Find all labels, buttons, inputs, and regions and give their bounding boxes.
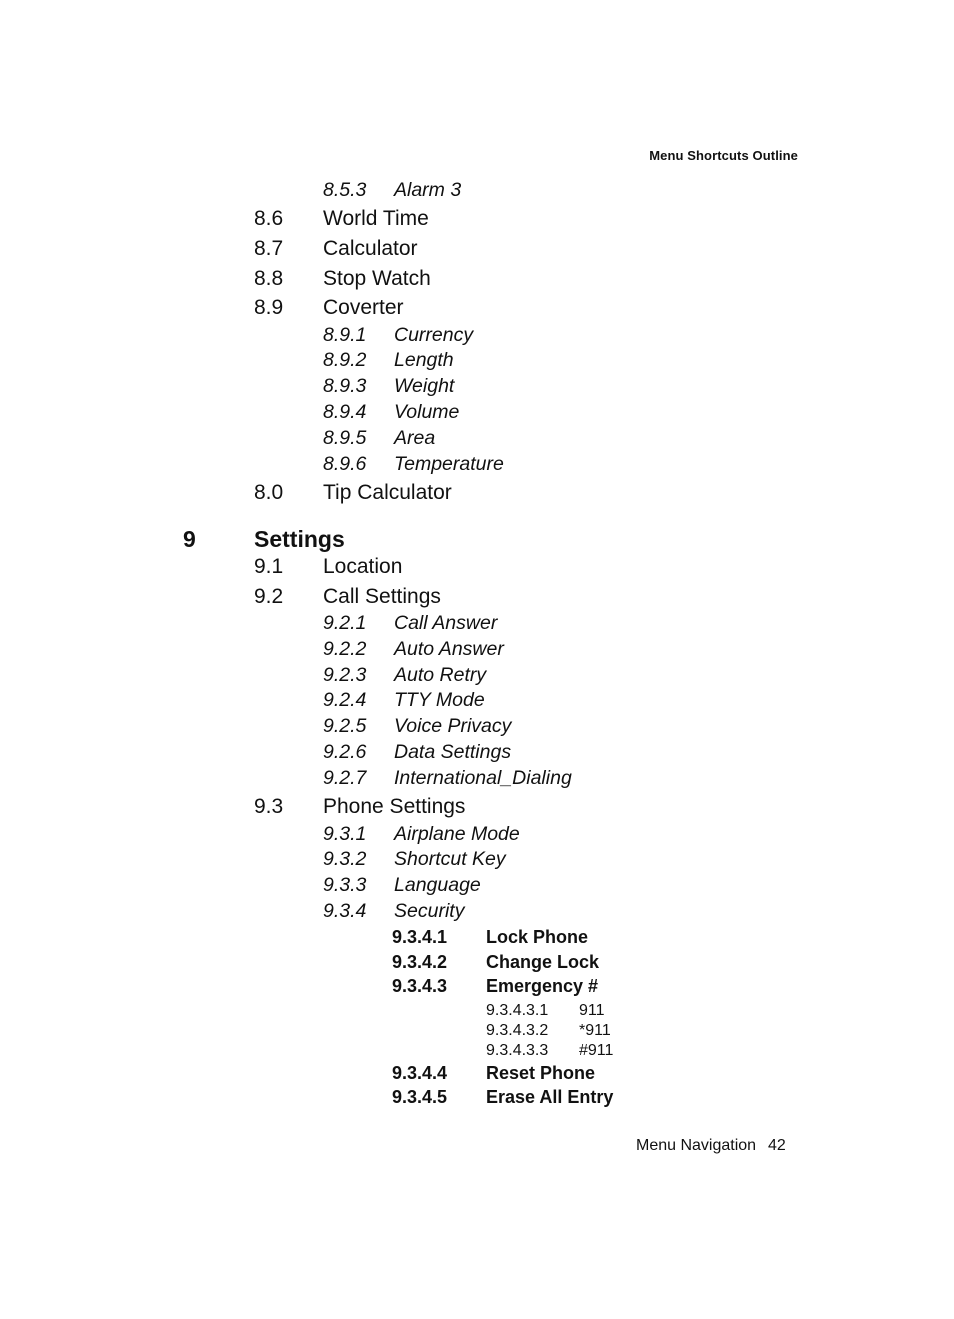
item-number: 8.8: [254, 267, 284, 290]
item-number: 8.5.3: [323, 179, 367, 201]
item-label: Lock Phone: [486, 927, 589, 947]
item-number: 9.3: [254, 795, 284, 818]
item-label: Settings: [254, 526, 345, 552]
item-label: Voice Privacy: [394, 715, 512, 737]
item-number: 9.3.1: [323, 823, 367, 845]
item-label: Change Lock: [486, 952, 600, 972]
item-number: 9.3.4.3.2: [486, 1022, 549, 1039]
item-label: Language: [394, 874, 481, 896]
item-label: Call Settings: [323, 585, 441, 608]
item-number: 8.9.5: [323, 427, 367, 449]
item-number: 8.9.6: [323, 453, 367, 475]
item-number: 8.7: [254, 237, 284, 260]
item-label: Stop Watch: [323, 267, 431, 290]
item-label: Data Settings: [394, 741, 512, 763]
item-number: 9.3.4.2: [392, 952, 448, 972]
item-number: 9.2.5: [323, 715, 367, 737]
item-label: Shortcut Key: [394, 848, 506, 870]
item-label: *911: [579, 1022, 611, 1039]
item-label: Tip Calculator: [323, 481, 452, 504]
item-number: 9.2.7: [323, 767, 367, 789]
item-label: TTY Mode: [394, 689, 485, 711]
item-number: 8.0: [254, 481, 284, 504]
item-number: 9.2.1: [323, 612, 367, 634]
item-label: Currency: [394, 324, 474, 346]
item-label: Call Answer: [394, 612, 498, 634]
item-label: #911: [579, 1042, 614, 1059]
item-label: Auto Answer: [394, 638, 504, 660]
item-number: 9.2: [254, 585, 284, 608]
item-number: 9.3.4.4: [392, 1063, 448, 1083]
item-label: Length: [394, 349, 454, 371]
item-number: 9.2.3: [323, 664, 367, 686]
item-number: 8.9: [254, 296, 284, 319]
item-label: Auto Retry: [394, 664, 487, 686]
item-number: 9.2.4: [323, 689, 367, 711]
item-number: 9.3.4.1: [392, 927, 448, 947]
item-label: Coverter: [323, 296, 404, 319]
item-number: 8.6: [254, 207, 284, 230]
item-number: 8.9.2: [323, 349, 367, 371]
item-label: World Time: [323, 207, 429, 230]
item-label: Reset Phone: [486, 1063, 596, 1083]
item-number: 9.3.4.3.3: [486, 1042, 549, 1059]
item-number: 8.9.4: [323, 401, 367, 423]
item-label: Phone Settings: [323, 795, 466, 818]
item-number: 9.3.4: [323, 900, 367, 922]
item-label: International_Dialing: [394, 767, 572, 789]
item-number: 8.9.1: [323, 324, 367, 346]
item-label: Temperature: [394, 453, 504, 475]
item-label: Volume: [394, 401, 460, 423]
item-label: Alarm 3: [394, 179, 462, 201]
item-number: 9.2.6: [323, 741, 367, 763]
running-header: Menu Shortcuts Outline: [649, 148, 798, 163]
item-number: 9.3.2: [323, 848, 367, 870]
item-label: Weight: [394, 375, 455, 397]
item-label: Erase All Entry: [486, 1087, 614, 1107]
item-number: 9.3.4.5: [392, 1087, 448, 1107]
item-number: 9.3.3: [323, 874, 367, 896]
item-label: Airplane Mode: [394, 823, 520, 845]
item-number: 9.3.4.3.1: [486, 1002, 549, 1019]
item-number: 9: [183, 526, 196, 552]
item-label: Calculator: [323, 237, 418, 260]
page-number: 42: [768, 1137, 786, 1154]
item-number: 9.3.4.3: [392, 976, 448, 996]
item-label: Security: [394, 900, 465, 922]
item-label: Location: [323, 555, 403, 578]
item-number: 9.2.2: [323, 638, 367, 660]
item-label: 911: [579, 1002, 605, 1019]
item-label: Emergency #: [486, 976, 599, 996]
footer-section: Menu Navigation: [636, 1137, 757, 1154]
item-label: Area: [394, 427, 436, 449]
item-number: 9.1: [254, 555, 284, 578]
item-number: 8.9.3: [323, 375, 367, 397]
